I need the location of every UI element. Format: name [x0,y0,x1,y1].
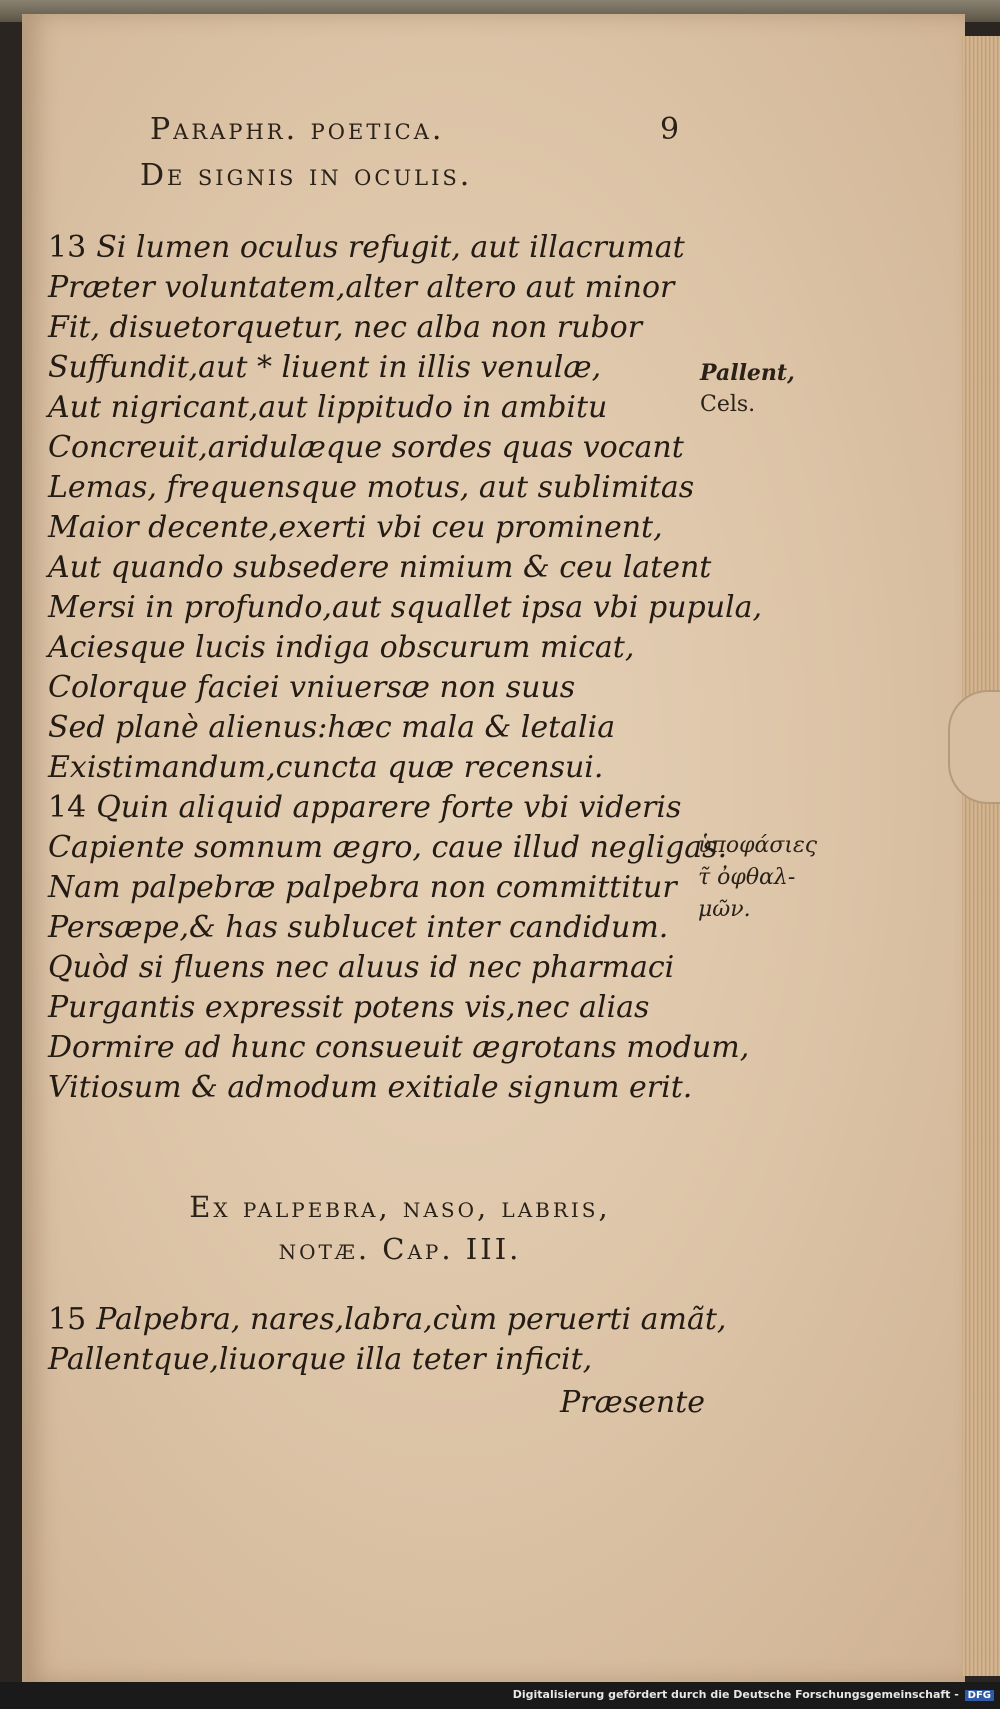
margin-note-line: μῶν. [698,897,751,922]
verse-line [48,268,698,308]
verse-line [48,1340,748,1380]
verse-line [48,748,698,788]
verse-line [48,828,728,868]
verse-number: 15 [48,1302,87,1337]
verse-text: Suffundit,aut * liuent in illis venulæ, [48,350,602,385]
catchword: Præsente [560,1385,706,1420]
verse-text: Existimandum,cuncta quæ recensui. [48,750,604,785]
margin-note-line: Cels. [700,392,756,417]
digitization-credit [513,1688,994,1701]
verse-line [48,1300,748,1340]
verse-line [48,388,698,428]
margin-note-greek [698,830,817,926]
credit-text: Digitalisierung gefördert durch die Deutsche Forschungsgemeinschaft - [512,1688,959,1701]
verse-text: Pallentque,liuorque illa teter inficit, [48,1342,593,1377]
verse-text: Lemas, frequensque motus, aut sublimitas [48,470,695,505]
verse-text: Purgantis expressit potens vis,nec alias [48,990,650,1025]
verse-line [48,1068,698,1108]
verse-line [48,788,698,828]
page-number: 9 [660,112,683,147]
verse-text: Quin aliquid apparere forte vbi videris [96,790,682,825]
verse-line [48,908,698,948]
verse-text: Sed planè alienus:hæc mala & letalia [48,710,616,745]
verse-line [48,1028,750,1068]
chapter-heading-line: Ex palpebra, naso, labris, [189,1190,611,1224]
verse-text: Dormire ad hunc consueuit ægrotans modum, [48,1030,750,1065]
margin-note-line: τ̃ ὀφθαλ- [698,865,796,890]
verse-line [48,868,698,908]
running-head-subtitle: De signis in oculis. [140,158,473,193]
verse-number: 13 [48,230,87,265]
running-head-title: Paraphr. poetica. [150,112,445,147]
verse-line [48,708,698,748]
verse-line [48,988,698,1028]
verse-line [48,348,698,388]
verse-line [48,668,698,708]
verse-line [48,588,763,628]
chapter-heading-line: notæ. Cap. III. [278,1232,522,1266]
verse-block-2 [48,1300,748,1380]
verse-line [48,228,698,268]
margin-note-pallent [700,357,795,421]
verse-text: Palpebra, nares,labra,cùm peruerti amãt, [96,1302,727,1337]
verse-text: Capiente somnum ægro, caue illud negligas. [48,830,728,865]
verse-text: Mersi in profundo,aut squallet ipsa vbi pupula, [48,590,763,625]
margin-note-line: ὑποφάσιες [698,833,818,858]
dfg-logo: DFG [965,1690,994,1701]
page-fore-edge [962,36,1000,1676]
verse-text: Nam palpebræ palpebra non committitur [48,870,677,905]
verse-line [48,468,698,508]
verse-text: Præter voluntatem,alter altero aut minor [48,270,675,305]
verse-text: Concreuit,aridulæque sordes quas vocant [48,430,684,465]
verse-line [48,428,698,468]
verse-text: Persæpe,& has sublucet inter candidum. [48,910,669,945]
verse-text: Fit, disuetorquetur, nec alba non rubor [48,310,643,345]
verse-text: Quòd si fluens nec aluus id nec pharmaci [48,950,675,985]
verse-number: 14 [48,790,87,825]
verse-text: Vitiosum & admodum exitiale signum erit. [48,1070,693,1105]
clasp-tab [948,690,1000,804]
margin-note-line: Pallent, [700,360,795,386]
verse-text: Aciesque lucis indiga obscurum micat, [48,630,635,665]
verse-text: Maior decente,exerti vbi ceu prominent, [48,510,663,545]
verse-text: Aut nigricant,aut lippitudo in ambitu [48,390,608,425]
verse-line [48,308,698,348]
chapter-heading [0,1186,800,1270]
verse-line [48,948,698,988]
verse-line [48,548,712,588]
verse-text: Colorque faciei vniuersæ non suus [48,670,576,705]
verse-line [48,508,698,548]
verse-line [48,628,698,668]
verse-text: Si lumen oculus refugit, aut illacrumat [96,230,685,265]
verse-text: Aut quando subsedere nimium & ceu latent [48,550,712,585]
